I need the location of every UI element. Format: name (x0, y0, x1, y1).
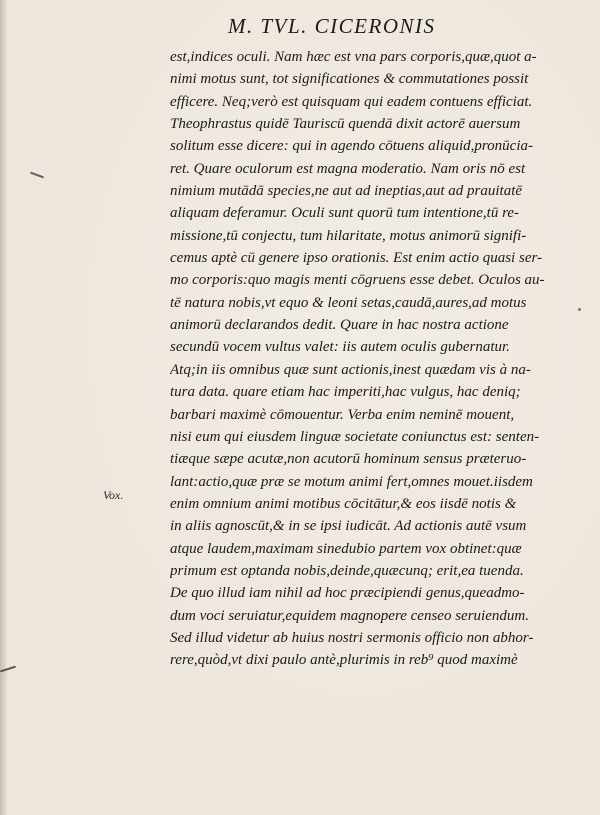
margin-mark (30, 172, 44, 179)
text-line: barbari maximè cōmouentur. Verba enim neminē mouent, (170, 406, 515, 423)
text-line: atque laudem,maximam sinedubio partem vox obtinet:quæ (170, 540, 522, 557)
text-line: lant:actio,quæ præ se motum animi fert,omnes mouet.iisdem (170, 473, 533, 490)
body-text (170, 46, 575, 672)
text-line: enim omnium animi motibus cōcitātur,& eos iisdē notis & (170, 495, 517, 512)
text-line: tē natura nobis,vt equo & leoni setas,caudā,aures,ad motus (170, 294, 527, 311)
text-line: aliquam deferamur. Oculi sunt quorū tum intentione,tū re- (170, 205, 519, 222)
text-line: mo corporis:quo magis menti cōgruens esse debet. Oculos au- (170, 272, 545, 289)
text-line: secundū vocem vultus valet: iis autem oculis gubernatur. (170, 339, 510, 356)
text-line: tiæque sæpe acutæ,non acutorū hominum sensus præteruo- (170, 451, 527, 468)
text-line: solitum esse dicere: qui in agendo cōtuens aliquid,pronūcia- (170, 138, 533, 155)
text-line: primum est optanda nobis,deinde,quæcunq; erit,ea tuenda. (170, 562, 524, 579)
page-gutter-shadow (0, 0, 8, 815)
text-line: ret. Quare oculorum est magna moderatio. Nam oris nō est (170, 160, 526, 177)
text-line: Theophrastus quidē Tauriscū quendā dixit actorē auersum (170, 116, 521, 133)
text-line: tura data. quare etiam hac imperiti,hac vulgus, hac deniq; (170, 384, 521, 401)
text-line: nisi eum qui eiusdem linguæ societate coniunctus est: senten- (170, 428, 540, 445)
text-line: est,indices oculi. Nam hæc est vna pars corporis,quæ,quot a- (170, 49, 537, 65)
text-line: De quo illud iam nihil ad hoc præcipiendi genus,queadmo- (170, 585, 525, 602)
text-line: missione,tū conjectu, tum hilaritate, motus animorū signifi- (170, 227, 527, 244)
text-line: cemus aptè cū genere ipso orationis. Est enim actio quasi ser- (170, 250, 543, 267)
text-line: Sed illud videtur ab huius nostri sermonis officio non abhor- (170, 629, 534, 646)
margin-note: Vox. (103, 488, 124, 502)
text-line: animorū declarandos dedit. Quare in hac nostra actione (170, 317, 509, 334)
running-head: M. TVL. CICERONIS (228, 14, 436, 38)
margin-mark (578, 308, 581, 311)
text-line: dum voci seruiatur,equidem magnopere censeo seruiendum. (170, 607, 529, 624)
text-line: Atq;in iis omnibus quæ sunt actionis,inest quædam vis à na- (170, 361, 531, 378)
text-line: nimium mutādā species,ne aut ad ineptias,aut ad prauitatē (170, 183, 523, 200)
text-line: efficere. Neq;verò est quisquam qui eadem contuens efficiat. (170, 93, 533, 110)
text-line: rere,quòd,vt dixi paulo antè,plurimis in reb⁹ quod maximè (170, 652, 518, 669)
text-line: nimi motus sunt, tot significationes & commutationes possit (170, 71, 529, 88)
text-line: in aliis agnoscūt,& in se ipsi iudicāt. Ad actionis autē vsum (170, 518, 527, 535)
